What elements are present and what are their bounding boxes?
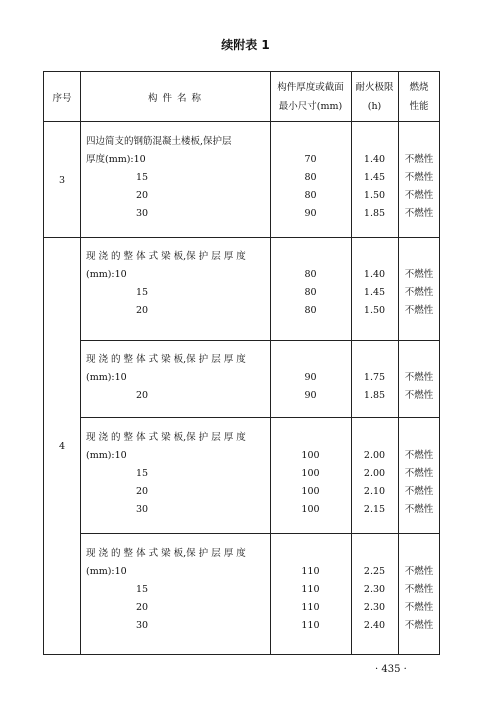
combustibility-value: 不燃性 <box>404 468 434 479</box>
header-rule <box>44 121 439 122</box>
col-divider <box>80 72 81 654</box>
component-description: (mm):10 <box>86 566 127 577</box>
fire-resistance-value: 2.10 <box>363 486 386 497</box>
combustibility-value: 不燃性 <box>404 208 434 219</box>
cover-thickness: 15 <box>136 287 149 298</box>
combustibility-value: 不燃性 <box>404 287 434 298</box>
combustibility-value: 不燃性 <box>404 602 434 613</box>
fire-resistance-value: 2.25 <box>363 566 386 577</box>
fire-resistance-value: 1.85 <box>363 390 386 401</box>
thickness-value: 100 <box>301 504 320 515</box>
thickness-value: 70 <box>304 154 317 165</box>
header-fire-line1: 耐火极限 <box>355 82 394 93</box>
combustibility-value: 不燃性 <box>404 390 434 401</box>
thickness-value: 110 <box>301 620 320 631</box>
thickness-value: 100 <box>301 468 320 479</box>
row-rule <box>80 533 439 534</box>
fire-resistance-value: 2.30 <box>363 584 386 595</box>
header-burn-line2: 性能 <box>409 101 429 112</box>
thickness-value: 110 <box>301 566 320 577</box>
combustibility-value: 不燃性 <box>404 269 434 280</box>
cover-thickness: 15 <box>136 584 149 595</box>
row-rule <box>44 237 439 238</box>
component-description: 现 浇 的 整 体 式 梁 板,保 护 层 厚 度 <box>86 432 246 443</box>
combustibility-value: 不燃性 <box>404 584 434 595</box>
thickness-value: 90 <box>304 372 317 383</box>
component-description: (mm):10 <box>86 372 127 383</box>
combustibility-value: 不燃性 <box>404 305 434 316</box>
cover-thickness: 20 <box>136 486 149 497</box>
fire-resistance-value: 2.30 <box>363 602 386 613</box>
component-description: 现 浇 的 整 体 式 梁 板,保 护 层 厚 度 <box>86 354 246 365</box>
header-fire-line2: (h) <box>367 101 382 112</box>
cover-thickness: 20 <box>136 190 149 201</box>
fire-resistance-value: 1.85 <box>363 208 386 219</box>
fire-resistance-value: 2.40 <box>363 620 386 631</box>
header-thickness-line1: 构件厚度或截面 <box>277 82 344 93</box>
thickness-value: 80 <box>304 190 317 201</box>
thickness-value: 100 <box>301 486 320 497</box>
cover-thickness: 30 <box>136 504 149 515</box>
thickness-value: 90 <box>304 208 317 219</box>
fire-resistance-value: 1.40 <box>363 269 386 280</box>
fire-resistance-value: 1.45 <box>363 172 386 183</box>
cover-thickness: 20 <box>136 390 149 401</box>
combustibility-value: 不燃性 <box>404 620 434 631</box>
fire-resistance-value: 1.40 <box>363 154 386 165</box>
component-description: 现 浇 的 整 体 式 梁 板,保 护 层 厚 度 <box>86 548 246 559</box>
combustibility-value: 不燃性 <box>404 566 434 577</box>
page-number: · 435 · <box>375 664 407 675</box>
thickness-value: 90 <box>304 390 317 401</box>
cover-thickness: 30 <box>136 208 149 219</box>
cover-thickness: 20 <box>136 602 149 613</box>
combustibility-value: 不燃性 <box>404 372 434 383</box>
cover-thickness: 15 <box>136 468 149 479</box>
row-rule <box>80 417 439 418</box>
fire-resistance-value: 1.45 <box>363 287 386 298</box>
cover-thickness: 30 <box>136 620 149 631</box>
combustibility-value: 不燃性 <box>404 172 434 183</box>
fire-resistance-value: 2.00 <box>363 450 386 461</box>
thickness-value: 80 <box>304 287 317 298</box>
fire-resistance-value: 2.15 <box>363 504 386 515</box>
fire-resistance-value: 1.50 <box>363 190 386 201</box>
fire-resistance-value: 1.75 <box>363 372 386 383</box>
table-title: 续附表 1 <box>221 38 270 52</box>
fire-resistance-value: 1.50 <box>363 305 386 316</box>
combustibility-value: 不燃性 <box>404 486 434 497</box>
header-seq: 序号 <box>52 93 72 104</box>
thickness-value: 110 <box>301 602 320 613</box>
seq-number: 4 <box>58 441 66 452</box>
header-thickness-line2: 最小尺寸(mm) <box>278 101 343 112</box>
cover-thickness: 20 <box>136 305 149 316</box>
data-table <box>43 71 440 655</box>
component-description: 现 浇 的 整 体 式 梁 板,保 护 层 厚 度 <box>86 251 246 262</box>
component-description: (mm):10 <box>86 450 127 461</box>
component-description: (mm):10 <box>86 269 127 280</box>
seq-number: 3 <box>58 175 66 186</box>
combustibility-value: 不燃性 <box>404 504 434 515</box>
row-rule <box>80 340 439 341</box>
thickness-value: 80 <box>304 269 317 280</box>
component-description: 厚度(mm):10 <box>86 154 146 165</box>
fire-resistance-value: 2.00 <box>363 468 386 479</box>
thickness-value: 80 <box>304 305 317 316</box>
component-description: 四边简支的钢筋混凝土楼板,保护层 <box>86 136 232 147</box>
thickness-value: 80 <box>304 172 317 183</box>
cover-thickness: 15 <box>136 172 149 183</box>
combustibility-value: 不燃性 <box>404 190 434 201</box>
header-name: 构 件 名 称 <box>147 93 203 104</box>
combustibility-value: 不燃性 <box>404 154 434 165</box>
header-burn-line1: 燃烧 <box>409 82 429 93</box>
thickness-value: 100 <box>301 450 320 461</box>
combustibility-value: 不燃性 <box>404 450 434 461</box>
thickness-value: 110 <box>301 584 320 595</box>
